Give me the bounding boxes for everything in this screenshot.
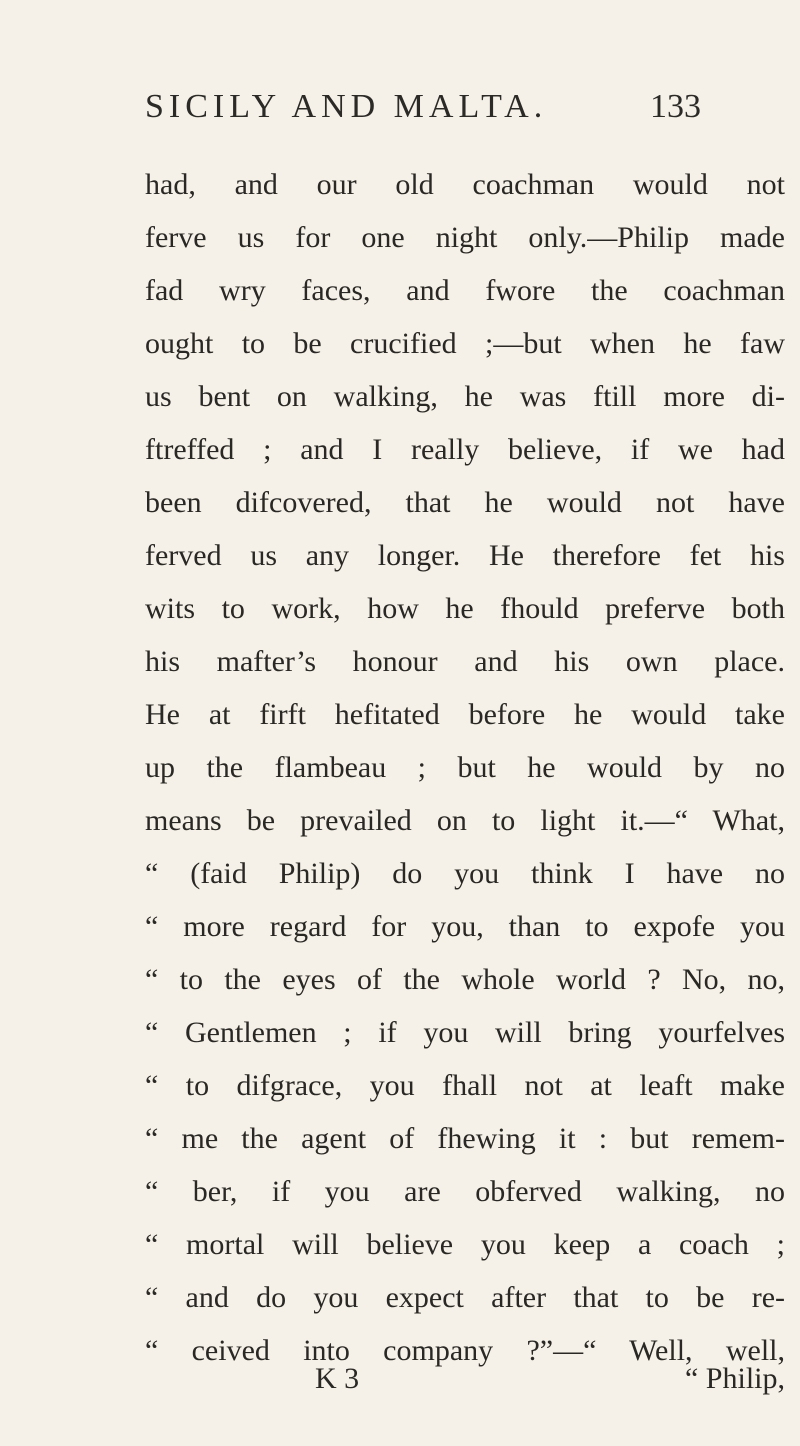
text-line: He at firft hefitated before he would take [145,698,785,731]
text-line: “ Gentlemen ; if you will bring yourfelves [145,1016,785,1049]
page-footer [145,1362,785,1412]
text-line: “ to difgrace, you fhall not at leaft make [145,1069,785,1102]
text-line: “ (faid Philip) do you think I have no [145,857,785,890]
text-line: “ more regard for you, than to expofe you [145,910,785,943]
text-line: “ to the eyes of the whole world ? No, no, [145,963,785,996]
text-line: us bent on walking, he was ftill more di- [145,380,785,413]
text-line: “ me the agent of fhewing it : but remem- [145,1122,785,1155]
page-number: 133 [650,88,701,125]
text-line: ferved us any longer. He therefore fet his [145,539,785,572]
signature-mark: K 3 [315,1362,360,1395]
text-line: ought to be crucified ;—but when he faw [145,327,785,360]
text-line: “ and do you expect after that to be re- [145,1281,785,1314]
text-line: up the flambeau ; but he would by no [145,751,785,784]
text-line: fad wry faces, and fwore the coachman [145,274,785,307]
text-line: wits to work, how he fhould preferve both [145,592,785,625]
text-line: “ ber, if you are obferved walking, no [145,1175,785,1208]
running-title: SICILY AND MALTA. [145,88,548,125]
text-line: ferve us for one night only.—Philip made [145,221,785,254]
text-line: “ mortal will believe you keep a coach ; [145,1228,785,1261]
text-line: “ ceived into company ?”—“ Well, well, [145,1334,785,1367]
catchword: “ Philip, [684,1362,785,1395]
body-text [145,158,785,1377]
text-line: been difcovered, that he would not have [145,486,785,519]
text-line: his mafter’s honour and his own place. [145,645,785,678]
text-line: means be prevailed on to light it.—“ What, [145,804,785,837]
text-line: ftreffed ; and I really believe, if we had [145,433,785,466]
text-line: had, and our old coachman would not [145,168,785,201]
page-header [145,88,785,138]
